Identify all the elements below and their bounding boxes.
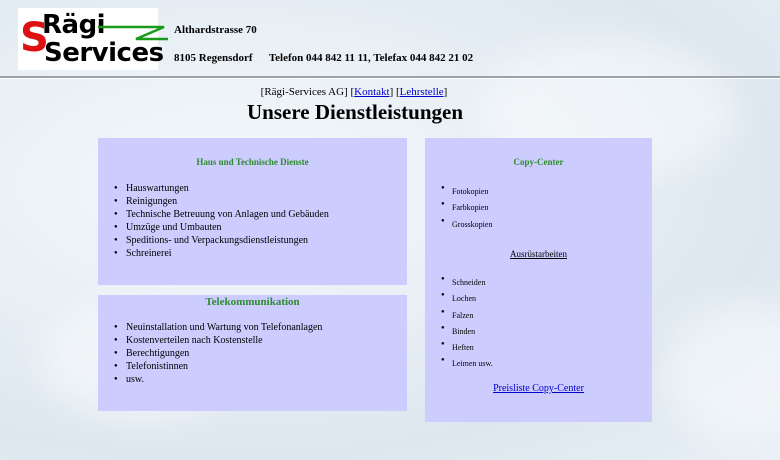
list-item: ● usw.	[98, 373, 322, 386]
price-list-link[interactable]: Preisliste Copy-Center	[493, 383, 584, 394]
list-item: ● Technische Betreuung von Anlagen und Gebäuden	[98, 208, 329, 221]
list-item: ● Schneiden	[425, 275, 493, 291]
street-address: Althardstrasse 70	[174, 24, 257, 36]
box-title-tele: Telekommunikation	[205, 296, 300, 308]
box-title-haus: Haus und Technische Dienste	[196, 157, 309, 167]
list-item: ● Schreinerei	[98, 247, 329, 260]
service-box-haus	[98, 138, 407, 285]
logo-text-top: Rägi	[42, 10, 106, 40]
nav-link-kontakt[interactable]: Kontakt	[354, 86, 390, 98]
list-item: ● Binden	[425, 324, 493, 340]
list-item: ● Reinigungen	[98, 195, 329, 208]
list-item: ● Heften	[425, 340, 493, 356]
logo-swoosh-icon	[96, 24, 170, 42]
service-box-telekommunikation	[98, 295, 407, 411]
list-item: ● Telefonistinnen	[98, 360, 322, 373]
copy-service-list	[425, 184, 492, 233]
list-item: ● Kostenverteilen nach Kostenstelle	[98, 334, 322, 347]
list-item: ● Lochen	[425, 291, 493, 307]
box-title-copy: Copy-Center	[513, 157, 564, 167]
ausruestarbeiten-list	[425, 275, 493, 373]
list-item: ● Speditions- und Verpackungsdienstleistungen	[98, 234, 329, 247]
logo-s-mark: S	[20, 15, 49, 61]
list-item: ● Berechtigungen	[98, 347, 322, 360]
service-box-copy-center	[425, 138, 652, 422]
logo-text-bottom: Services	[44, 38, 164, 68]
top-navigation: [Rägi-Services AG] [Kontakt] [Lehrstelle]	[260, 86, 448, 98]
list-item: ● Hauswartungen	[98, 182, 329, 195]
list-item: ● Leimen usw.	[425, 356, 493, 372]
list-item: ● Farbkopien	[425, 200, 492, 216]
list-item: ● Umzüge und Umbauten	[98, 221, 329, 234]
page-title: Unsere Dienstleistungen	[246, 100, 464, 124]
nav-link-lehrstelle[interactable]: Lehrstelle	[399, 86, 444, 98]
nav-home-label: [Rägi-Services AG]	[260, 86, 348, 98]
list-item: ● Falzen	[425, 308, 493, 324]
haus-service-list	[98, 182, 329, 260]
ausruestarbeiten-heading: Ausrüstarbeiten	[510, 249, 567, 259]
list-item: ● Fotokopien	[425, 184, 492, 200]
list-item: ● Grosskopien	[425, 217, 492, 233]
background-cloud	[660, 300, 780, 440]
list-item: ● Neuinstallation und Wartung von Telefonanlagen	[98, 321, 322, 334]
tele-service-list	[98, 321, 322, 386]
header-divider	[0, 76, 780, 79]
company-logo	[18, 8, 164, 70]
city-phone-line: 8105 Regensdorf Telefon 044 842 11 11, Telefax 044 842 21 02	[174, 52, 474, 64]
page-header	[0, 0, 780, 76]
